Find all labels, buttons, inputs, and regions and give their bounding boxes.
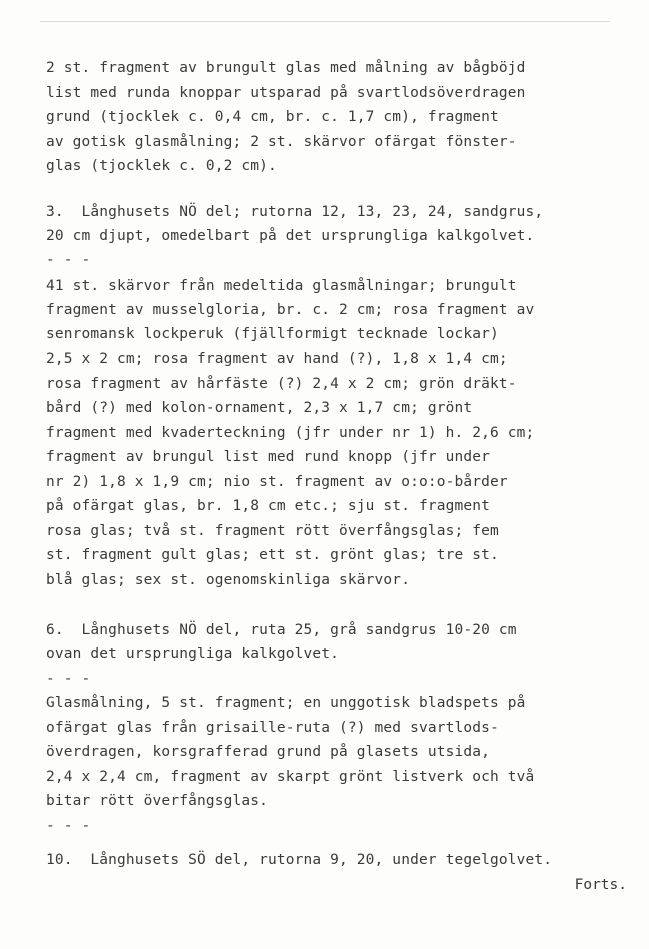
text-line: nr 2) 1,8 x 1,9 cm; nio st. fragment av o:o:o-bårder	[46, 474, 508, 490]
text-line: list med runda knoppar utsparad på svartlodsöverdragen	[46, 85, 526, 101]
text-line: glas (tjocklek c. 0,2 cm).	[46, 158, 277, 174]
text-line: fragment av musselgloria, br. c. 2 cm; rosa fragment av	[46, 302, 535, 318]
text-line: fragment med kvaderteckning (jfr under nr 1) h. 2,6 cm;	[46, 425, 535, 441]
text-line: 20 cm djupt, omedelbart på det ursprungliga kalkgolvet.	[46, 228, 535, 244]
text-line: fragment av brungul list med rund knopp (jfr under	[46, 449, 490, 465]
text-line: senromansk lockperuk (fjällformigt tecknade lockar)	[46, 326, 499, 342]
text-line: bård (?) med kolon-ornament, 2,3 x 1,7 cm; grönt	[46, 400, 473, 416]
text-line: 2 st. fragment av brungult glas med målning av bågböjd	[46, 60, 526, 76]
top-divider	[40, 21, 610, 22]
section-heading: 6. Långhusets NÖ del, ruta 25, grå sandgrus 10-20 cm	[46, 622, 517, 638]
text-line: 41 st. skärvor från medeltida glasmålningar; brungult	[46, 278, 517, 294]
text-line: av gotisk glasmålning; 2 st. skärvor ofärgat fönster-	[46, 134, 517, 150]
text-line: blå glas; sex st. ogenomskinliga skärvor.	[46, 572, 411, 588]
text-line: ofärgat glas från grisaille-ruta (?) med svartlods-	[46, 720, 499, 736]
text-line: rosa fragment av hårfäste (?) 2,4 x 2 cm; grön dräkt-	[46, 376, 517, 392]
text-line: 2,5 x 2 cm; rosa fragment av hand (?), 1,8 x 1,4 cm;	[46, 351, 508, 367]
text-line: bitar rött överfångsglas.	[46, 793, 268, 809]
text-line: Glasmålning, 5 st. fragment; en unggotisk bladspets på	[46, 695, 526, 711]
text-line: på ofärgat glas, br. 1,8 cm etc.; sju st. fragment	[46, 498, 490, 514]
text-line: grund (tjocklek c. 0,4 cm, br. c. 1,7 cm), fragment	[46, 109, 499, 125]
text-line: överdragen, korsgrafferad grund på glasets utsida,	[46, 744, 490, 760]
section-heading: 3. Långhusets NÖ del; rutorna 12, 13, 23, 24, sandgrus,	[46, 204, 544, 220]
continued-label: Forts.	[574, 877, 627, 893]
separator-dashes: - - -	[46, 671, 91, 687]
text-line: rosa glas; två st. fragment rött överfångsglas; fem	[46, 523, 499, 539]
separator-dashes: - - -	[46, 818, 91, 834]
separator-dashes: - - -	[46, 252, 91, 268]
text-line: 2,4 x 2,4 cm, fragment av skarpt grönt listverk och två	[46, 769, 535, 785]
section-heading: 10. Långhusets SÖ del, rutorna 9, 20, under tegelgolvet.	[46, 852, 553, 868]
text-line: ovan det ursprungliga kalkgolvet.	[46, 646, 340, 662]
text-line: st. fragment gult glas; ett st. grönt glas; tre st.	[46, 547, 499, 563]
